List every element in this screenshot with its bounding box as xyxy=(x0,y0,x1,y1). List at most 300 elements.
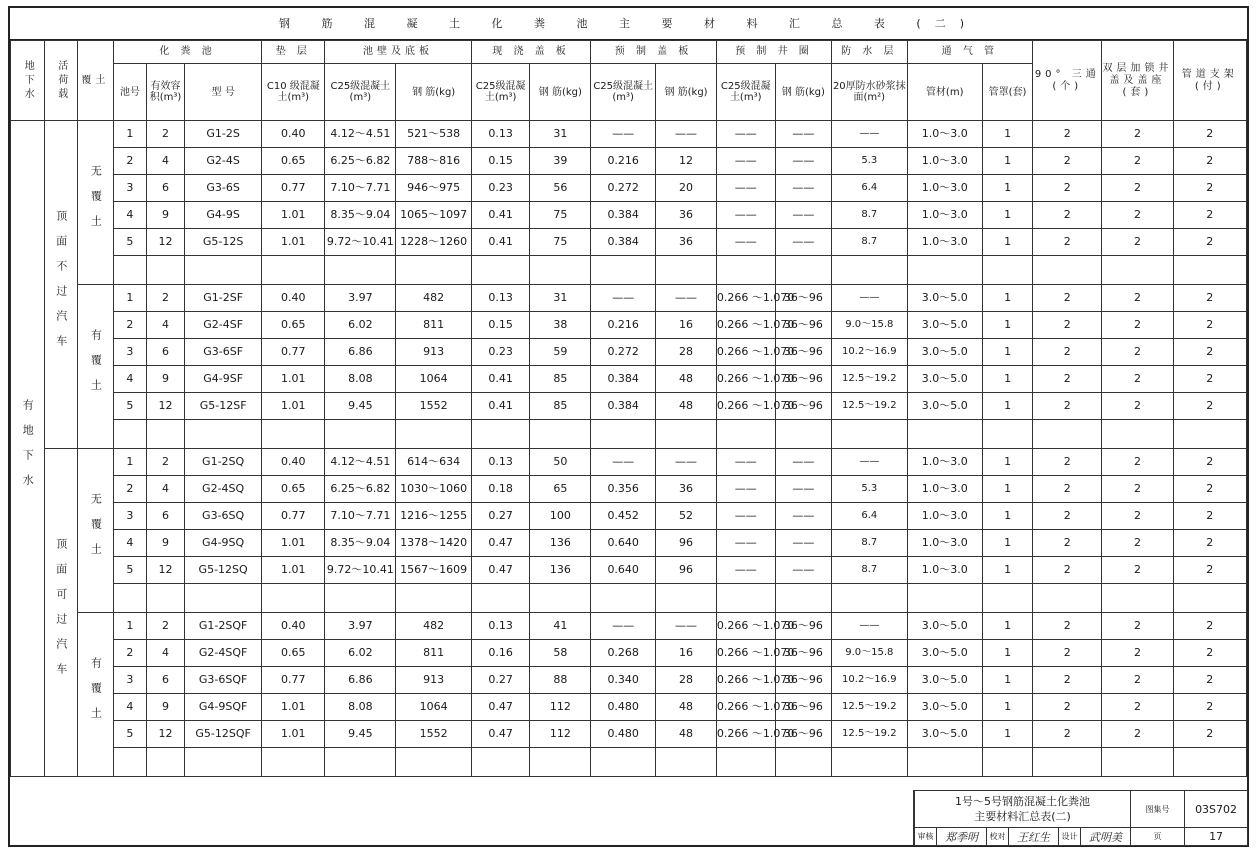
cell-pool-no: 4 xyxy=(113,530,147,557)
cell-vent-cap: 1 xyxy=(982,721,1032,748)
cell-model: G3-6S xyxy=(184,175,262,202)
cell-manhole: 2 xyxy=(1102,175,1173,202)
cell-preslab-c25: 0.384 xyxy=(591,366,656,393)
cell-volume: 4 xyxy=(147,148,185,175)
cell-cushion-c10: 0.65 xyxy=(262,312,325,339)
cell-wall-c25: 9.72～10.41 xyxy=(325,229,396,256)
header-preslab-c25: C25级混凝土(m³) xyxy=(591,64,656,121)
cell-preslab-rebar: —— xyxy=(656,613,717,640)
cell-cushion-c10 xyxy=(262,584,325,613)
header-cap: 管罩(套) xyxy=(982,64,1032,121)
cell-support xyxy=(1173,748,1246,777)
cell-castslab-rebar: 58 xyxy=(530,640,591,667)
cell-ring-c25: —— xyxy=(716,175,775,202)
cell-pool-no: 2 xyxy=(113,640,147,667)
table-row xyxy=(11,175,1247,202)
cell-volume: 4 xyxy=(147,312,185,339)
cell-vent-cap: 1 xyxy=(982,339,1032,366)
cell-model: G5-12SQ xyxy=(184,557,262,584)
cell-cushion-c10: 0.40 xyxy=(262,449,325,476)
cell-preslab-rebar: —— xyxy=(656,285,717,312)
cell-preslab-c25 xyxy=(591,584,656,613)
header-preslab-rebar: 钢 筋(kg) xyxy=(656,64,717,121)
cell-cushion-c10: 0.65 xyxy=(262,640,325,667)
cell-preslab-c25: —— xyxy=(591,285,656,312)
cell-manhole: 2 xyxy=(1102,366,1173,393)
cell-vent-pipe: 1.0～3.0 xyxy=(907,449,982,476)
cell-cushion-c10 xyxy=(262,748,325,777)
cell-vent-pipe: 3.0～5.0 xyxy=(907,366,982,393)
cell-pool-no: 5 xyxy=(113,229,147,256)
cell-preslab-c25: 0.272 xyxy=(591,339,656,366)
cell-pool-no: 3 xyxy=(113,339,147,366)
cell-cushion-c10: 1.01 xyxy=(262,530,325,557)
cell-preslab-c25: 0.356 xyxy=(591,476,656,503)
cell-wall-rebar: 1064 xyxy=(396,366,471,393)
cell-preslab-c25: —— xyxy=(591,449,656,476)
cell-elbow: 2 xyxy=(1033,285,1102,312)
cell-model: G4-9SQ xyxy=(184,530,262,557)
cell-elbow: 2 xyxy=(1033,229,1102,256)
cell-elbow: 2 xyxy=(1033,721,1102,748)
cell-wall-c25 xyxy=(325,420,396,449)
cell-ring-rebar: —— xyxy=(775,121,832,148)
cell-cushion-c10: 0.65 xyxy=(262,476,325,503)
drawing-title-line1: 1号～5号钢筋混凝土化粪池 xyxy=(955,795,1091,808)
cell-wall-c25: 4.12～4.51 xyxy=(325,121,396,148)
cell-ring-c25: —— xyxy=(716,503,775,530)
table-row xyxy=(11,721,1247,748)
cell-preslab-rebar: 20 xyxy=(656,175,717,202)
cell-elbow xyxy=(1033,748,1102,777)
title-block xyxy=(913,790,1247,845)
cell-cushion-c10: 0.77 xyxy=(262,503,325,530)
cell-volume: 6 xyxy=(147,339,185,366)
header-elbow: 90° 三通(个) xyxy=(1033,41,1102,121)
cell-castslab-rebar: 31 xyxy=(530,285,591,312)
table-row xyxy=(11,476,1247,503)
cell-support: 2 xyxy=(1173,449,1246,476)
table-row xyxy=(11,148,1247,175)
cell-waterproof: 12.5～19.2 xyxy=(832,366,907,393)
cell-elbow: 2 xyxy=(1033,530,1102,557)
cell-waterproof: 10.2～16.9 xyxy=(832,339,907,366)
cell-model xyxy=(184,420,262,449)
cell-volume: 6 xyxy=(147,667,185,694)
cell-ring-rebar xyxy=(775,748,832,777)
cell-waterproof: 5.3 xyxy=(832,476,907,503)
cell-castslab-rebar: 38 xyxy=(530,312,591,339)
cell-castslab-rebar xyxy=(530,748,591,777)
cell-elbow: 2 xyxy=(1033,121,1102,148)
cell-cushion-c10: 0.40 xyxy=(262,285,325,312)
page-number: 17 xyxy=(1185,828,1248,846)
header-ring-c25: C25级混凝土(m³) xyxy=(716,64,775,121)
cell-preslab-c25: 0.384 xyxy=(591,393,656,420)
cell-castslab-rebar xyxy=(530,420,591,449)
cell-cushion-c10: 0.77 xyxy=(262,339,325,366)
cell-waterproof: 8.7 xyxy=(832,557,907,584)
cell-cushion-c10: 1.01 xyxy=(262,721,325,748)
cell-castslab-c25: 0.13 xyxy=(471,613,530,640)
cell-cushion-c10: 1.01 xyxy=(262,557,325,584)
cell-castslab-rebar: 50 xyxy=(530,449,591,476)
cell-vent-cap: 1 xyxy=(982,530,1032,557)
cell-ring-c25 xyxy=(716,256,775,285)
groundwater-label: 有地下水 xyxy=(11,121,45,777)
header-ring-group: 预 制 井 圈 xyxy=(716,41,831,64)
cell-support xyxy=(1173,256,1246,285)
cell-wall-c25: 6.02 xyxy=(325,312,396,339)
cell-elbow: 2 xyxy=(1033,557,1102,584)
cell-ring-rebar: —— xyxy=(775,530,832,557)
cell-ring-rebar: 36～96 xyxy=(775,667,832,694)
cell-support: 2 xyxy=(1173,530,1246,557)
cell-castslab-rebar xyxy=(530,584,591,613)
cell-support: 2 xyxy=(1173,667,1246,694)
cell-ring-c25: 0.266 ～1.070 xyxy=(716,667,775,694)
cell-pool-no: 2 xyxy=(113,476,147,503)
cell-wall-rebar: 811 xyxy=(396,312,471,339)
table-row xyxy=(11,530,1247,557)
cell-elbow: 2 xyxy=(1033,667,1102,694)
cell-castslab-c25: 0.47 xyxy=(471,721,530,748)
cell-manhole: 2 xyxy=(1102,229,1173,256)
drawing-sheet xyxy=(8,6,1249,847)
review-signature: 郑季明 xyxy=(937,828,987,846)
cell-vent-pipe: 1.0～3.0 xyxy=(907,148,982,175)
cell-pool-no: 3 xyxy=(113,503,147,530)
cell-support: 2 xyxy=(1173,503,1246,530)
cell-pool-no: 4 xyxy=(113,202,147,229)
cell-vent-cap: 1 xyxy=(982,285,1032,312)
cell-castslab-c25: 0.41 xyxy=(471,229,530,256)
cell-castslab-c25: 0.47 xyxy=(471,557,530,584)
cell-ring-rebar: —— xyxy=(775,503,832,530)
table-row xyxy=(11,229,1247,256)
cell-model: G4-9SF xyxy=(184,366,262,393)
header-pipe: 管材(m) xyxy=(907,64,982,121)
cell-preslab-rebar: 12 xyxy=(656,148,717,175)
cell-wall-rebar: 521～538 xyxy=(396,121,471,148)
footer-area xyxy=(10,790,1247,845)
cell-support: 2 xyxy=(1173,202,1246,229)
cell-vent-cap: 1 xyxy=(982,476,1032,503)
cell-wall-rebar: 1065～1097 xyxy=(396,202,471,229)
cell-cushion-c10: 1.01 xyxy=(262,366,325,393)
cell-wall-rebar xyxy=(396,584,471,613)
cell-ring-rebar: 36～96 xyxy=(775,721,832,748)
cell-preslab-rebar: 48 xyxy=(656,721,717,748)
cell-manhole: 2 xyxy=(1102,449,1173,476)
cell-volume: 4 xyxy=(147,640,185,667)
cell-preslab-rebar: —— xyxy=(656,121,717,148)
cell-volume: 2 xyxy=(147,613,185,640)
cell-volume: 6 xyxy=(147,175,185,202)
cell-manhole: 2 xyxy=(1102,476,1173,503)
header-castslab-group: 现 浇 盖 板 xyxy=(471,41,590,64)
header-preslab-group: 预 制 盖 板 xyxy=(591,41,717,64)
cell-vent-pipe: 1.0～3.0 xyxy=(907,121,982,148)
table-row xyxy=(11,121,1247,148)
cell-wall-c25: 6.25～6.82 xyxy=(325,148,396,175)
cell-castslab-rebar: 41 xyxy=(530,613,591,640)
cell-pool-no: 3 xyxy=(113,175,147,202)
cell-support: 2 xyxy=(1173,285,1246,312)
table-row xyxy=(11,202,1247,229)
cell-manhole: 2 xyxy=(1102,312,1173,339)
cell-waterproof: —— xyxy=(832,121,907,148)
cell-castslab-rebar: 75 xyxy=(530,229,591,256)
cell-ring-c25: —— xyxy=(716,121,775,148)
cell-support: 2 xyxy=(1173,613,1246,640)
header-model: 型 号 xyxy=(184,64,262,121)
cell-waterproof: 12.5～19.2 xyxy=(832,694,907,721)
cell-castslab-c25: 0.18 xyxy=(471,476,530,503)
cell-ring-c25: —— xyxy=(716,202,775,229)
cell-wall-c25: 6.86 xyxy=(325,667,396,694)
cell-wall-rebar: 946～975 xyxy=(396,175,471,202)
load-label: 顶面可过汽车 xyxy=(44,449,78,777)
cell-support: 2 xyxy=(1173,640,1246,667)
cell-waterproof xyxy=(832,256,907,285)
cell-manhole xyxy=(1102,256,1173,285)
header-groundwater: 地下水 xyxy=(11,41,45,121)
cell-ring-c25: 0.266 ～1.070 xyxy=(716,694,775,721)
header-load: 活荷载 xyxy=(44,41,78,121)
cell-pool-no: 5 xyxy=(113,557,147,584)
cell-pool-no: 5 xyxy=(113,721,147,748)
cell-vent-pipe: 3.0～5.0 xyxy=(907,640,982,667)
cell-preslab-rebar: 48 xyxy=(656,393,717,420)
cell-preslab-c25: 0.640 xyxy=(591,557,656,584)
cell-ring-rebar xyxy=(775,420,832,449)
cell-preslab-c25: 0.216 xyxy=(591,148,656,175)
cell-preslab-rebar xyxy=(656,420,717,449)
check-signature: 王红生 xyxy=(1009,828,1059,846)
cell-ring-rebar: —— xyxy=(775,557,832,584)
cell-ring-rebar xyxy=(775,584,832,613)
cell-wall-c25 xyxy=(325,584,396,613)
cell-vent-pipe: 1.0～3.0 xyxy=(907,175,982,202)
cell-wall-c25 xyxy=(325,748,396,777)
cell-volume: 12 xyxy=(147,229,185,256)
cell-castslab-c25: 0.23 xyxy=(471,175,530,202)
cell-support: 2 xyxy=(1173,312,1246,339)
cell-ring-rebar: —— xyxy=(775,175,832,202)
header-castslab-rebar: 钢 筋(kg) xyxy=(530,64,591,121)
cell-ring-c25: 0.266 ～1.070 xyxy=(716,285,775,312)
cell-vent-pipe: 3.0～5.0 xyxy=(907,285,982,312)
cell-vent-cap: 1 xyxy=(982,640,1032,667)
cell-vent-pipe: 3.0～5.0 xyxy=(907,339,982,366)
cell-pool-no xyxy=(113,748,147,777)
cell-waterproof: 6.4 xyxy=(832,503,907,530)
table-row xyxy=(11,285,1247,312)
cell-elbow: 2 xyxy=(1033,339,1102,366)
header-ring-rebar: 钢 筋(kg) xyxy=(775,64,832,121)
check-label: 校对 xyxy=(987,828,1009,846)
cell-ring-c25 xyxy=(716,748,775,777)
cell-vent-cap: 1 xyxy=(982,694,1032,721)
cell-preslab-rebar: 16 xyxy=(656,640,717,667)
atlas-label: 图集号 xyxy=(1131,791,1185,828)
cell-wall-c25: 8.35～9.04 xyxy=(325,202,396,229)
cell-ring-c25: —— xyxy=(716,148,775,175)
cell-ring-rebar: —— xyxy=(775,229,832,256)
cell-preslab-c25: 0.452 xyxy=(591,503,656,530)
cell-elbow xyxy=(1033,256,1102,285)
cell-manhole xyxy=(1102,748,1173,777)
cell-vent-cap: 1 xyxy=(982,202,1032,229)
cell-castslab-rebar xyxy=(530,256,591,285)
cell-vent-pipe: 1.0～3.0 xyxy=(907,476,982,503)
cell-cushion-c10 xyxy=(262,256,325,285)
cell-support: 2 xyxy=(1173,721,1246,748)
cell-elbow: 2 xyxy=(1033,366,1102,393)
header-pool-no: 池号 xyxy=(113,64,147,121)
cell-elbow: 2 xyxy=(1033,175,1102,202)
cell-model: G2-4SQF xyxy=(184,640,262,667)
cell-wall-c25: 4.12～4.51 xyxy=(325,449,396,476)
cell-cushion-c10: 0.65 xyxy=(262,148,325,175)
header-waterproof-group: 防 水 层 xyxy=(832,41,907,64)
cell-wall-rebar: 811 xyxy=(396,640,471,667)
cell-castslab-rebar: 65 xyxy=(530,476,591,503)
cover-label: 有覆土 xyxy=(78,613,114,777)
cell-pool-no: 4 xyxy=(113,366,147,393)
cell-castslab-rebar: 112 xyxy=(530,721,591,748)
cell-vent-pipe: 1.0～3.0 xyxy=(907,557,982,584)
cell-support: 2 xyxy=(1173,175,1246,202)
cell-manhole xyxy=(1102,420,1173,449)
cell-castslab-rebar: 85 xyxy=(530,366,591,393)
header-manhole: 双层加锁井盖及盖座(套) xyxy=(1102,41,1173,121)
cell-castslab-rebar: 112 xyxy=(530,694,591,721)
cell-vent-pipe: 3.0～5.0 xyxy=(907,721,982,748)
cell-wall-rebar: 1228～1260 xyxy=(396,229,471,256)
cell-castslab-c25: 0.41 xyxy=(471,202,530,229)
cell-castslab-c25: 0.27 xyxy=(471,503,530,530)
cell-wall-c25: 6.25～6.82 xyxy=(325,476,396,503)
cell-volume: 12 xyxy=(147,557,185,584)
cell-waterproof xyxy=(832,584,907,613)
cell-waterproof: 9.0～15.8 xyxy=(832,640,907,667)
cell-ring-c25: —— xyxy=(716,557,775,584)
drawing-title-line2: 主要材料汇总表(二) xyxy=(974,810,1071,823)
cell-waterproof: 8.7 xyxy=(832,530,907,557)
cell-vent-pipe: 1.0～3.0 xyxy=(907,503,982,530)
cell-ring-rebar: —— xyxy=(775,476,832,503)
cell-castslab-c25: 0.15 xyxy=(471,148,530,175)
table-row xyxy=(11,366,1247,393)
cell-ring-rebar: —— xyxy=(775,202,832,229)
atlas-number: 03S702 xyxy=(1185,791,1248,828)
cell-wall-c25: 3.97 xyxy=(325,285,396,312)
cell-vent-cap: 1 xyxy=(982,148,1032,175)
cell-manhole: 2 xyxy=(1102,285,1173,312)
cell-elbow xyxy=(1033,584,1102,613)
cell-castslab-c25: 0.27 xyxy=(471,667,530,694)
cell-volume xyxy=(147,748,185,777)
cell-ring-c25 xyxy=(716,584,775,613)
cell-ring-c25: 0.266 ～1.070 xyxy=(716,393,775,420)
cell-cushion-c10: 0.40 xyxy=(262,613,325,640)
cell-castslab-rebar: 85 xyxy=(530,393,591,420)
cell-ring-rebar: 36～96 xyxy=(775,312,832,339)
cell-model: G3-6SQ xyxy=(184,503,262,530)
cell-castslab-rebar: 136 xyxy=(530,557,591,584)
cell-waterproof xyxy=(832,420,907,449)
cell-preslab-rebar: 96 xyxy=(656,530,717,557)
cell-ring-rebar: 36～96 xyxy=(775,285,832,312)
cell-model xyxy=(184,584,262,613)
cover-label: 无覆土 xyxy=(78,449,114,613)
cell-vent-pipe: 1.0～3.0 xyxy=(907,229,982,256)
cell-preslab-c25 xyxy=(591,748,656,777)
table-title: 钢 筋 混 凝 土 化 粪 池 主 要 材 料 汇 总 表 (二) xyxy=(10,8,1247,40)
cell-wall-rebar xyxy=(396,420,471,449)
cell-wall-c25 xyxy=(325,256,396,285)
cell-wall-rebar: 1064 xyxy=(396,694,471,721)
cell-ring-c25: —— xyxy=(716,449,775,476)
cell-model: G1-2S xyxy=(184,121,262,148)
cell-waterproof: 12.5～19.2 xyxy=(832,393,907,420)
cell-support: 2 xyxy=(1173,694,1246,721)
header-cover: 覆土 xyxy=(78,41,114,121)
cell-ring-rebar: —— xyxy=(775,449,832,476)
cell-elbow: 2 xyxy=(1033,640,1102,667)
cell-waterproof: 12.5～19.2 xyxy=(832,721,907,748)
cell-support xyxy=(1173,584,1246,613)
cell-preslab-c25: 0.480 xyxy=(591,694,656,721)
cell-vent-cap: 1 xyxy=(982,667,1032,694)
cell-manhole: 2 xyxy=(1102,148,1173,175)
cell-support xyxy=(1173,420,1246,449)
cell-vent-cap: 1 xyxy=(982,503,1032,530)
header-castslab-c25: C25级混凝土(m³) xyxy=(471,64,530,121)
cell-preslab-c25: 0.216 xyxy=(591,312,656,339)
cell-manhole: 2 xyxy=(1102,339,1173,366)
cell-manhole xyxy=(1102,584,1173,613)
cell-waterproof: —— xyxy=(832,613,907,640)
cell-castslab-rebar: 75 xyxy=(530,202,591,229)
cell-wall-rebar xyxy=(396,748,471,777)
spacer-row xyxy=(11,420,1247,449)
cell-vent-cap: 1 xyxy=(982,121,1032,148)
cell-waterproof: 9.0～15.8 xyxy=(832,312,907,339)
cell-ring-rebar: 36～96 xyxy=(775,613,832,640)
cell-manhole: 2 xyxy=(1102,640,1173,667)
cell-volume: 12 xyxy=(147,393,185,420)
cell-preslab-rebar: 48 xyxy=(656,694,717,721)
cell-preslab-rebar: 28 xyxy=(656,339,717,366)
cell-elbow: 2 xyxy=(1033,312,1102,339)
cell-preslab-rebar: 36 xyxy=(656,476,717,503)
cell-volume: 2 xyxy=(147,449,185,476)
cell-vent-cap: 1 xyxy=(982,229,1032,256)
cell-ring-rebar: 36～96 xyxy=(775,339,832,366)
cell-volume xyxy=(147,256,185,285)
cell-support: 2 xyxy=(1173,557,1246,584)
cell-manhole: 2 xyxy=(1102,530,1173,557)
cell-cushion-c10: 1.01 xyxy=(262,202,325,229)
cell-wall-rebar: 482 xyxy=(396,613,471,640)
cell-support: 2 xyxy=(1173,339,1246,366)
cell-pool-no: 1 xyxy=(113,449,147,476)
cell-support: 2 xyxy=(1173,229,1246,256)
cell-waterproof: —— xyxy=(832,449,907,476)
